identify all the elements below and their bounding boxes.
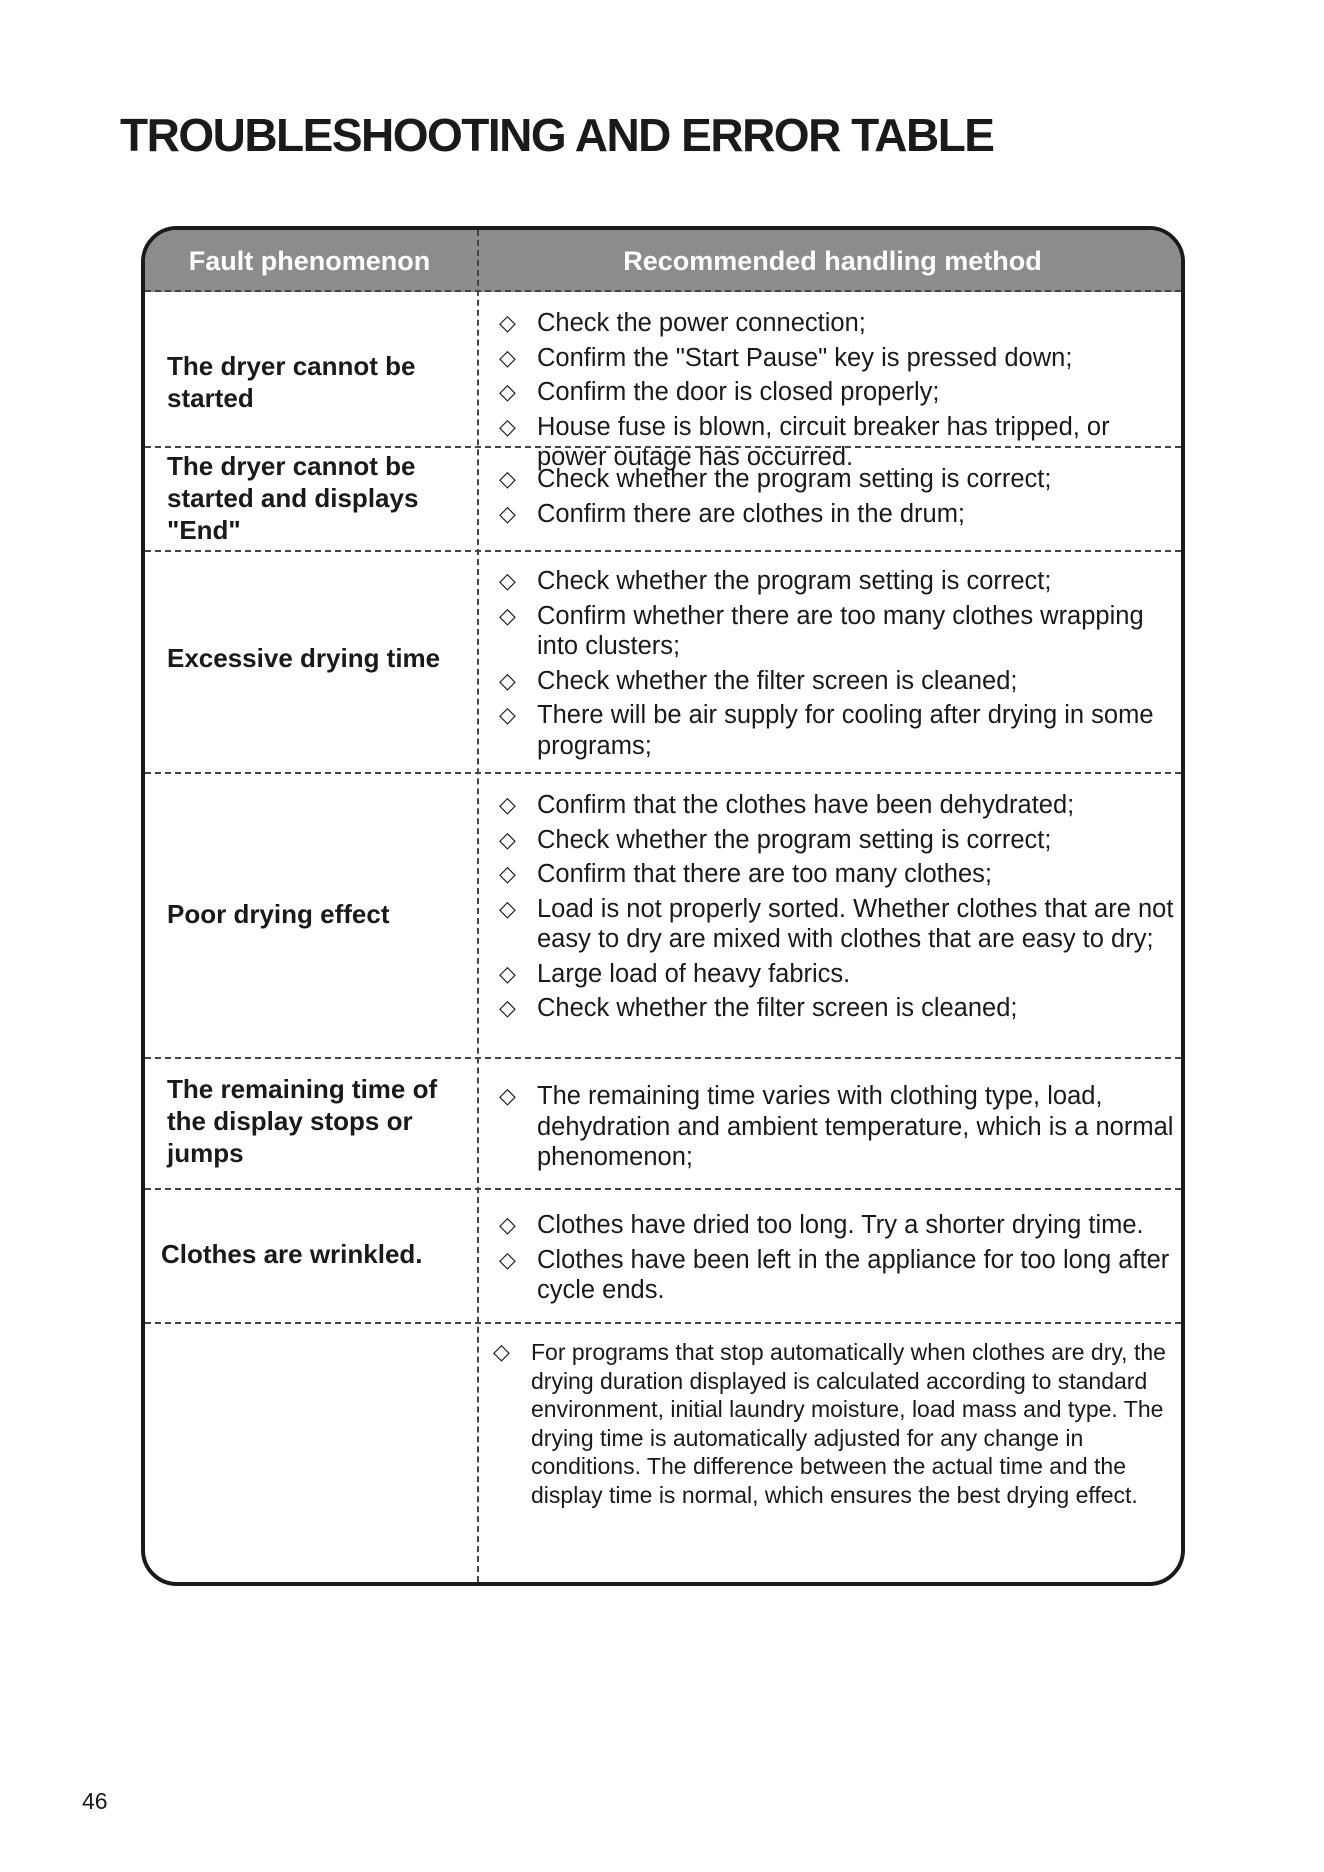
table-row: [145, 292, 1181, 471]
list-item: ◇ For programs that stop automatically when clothes are dry, the drying duration displayed is calculated according to standard environment, initial laundry moisture, load mass and type. The drying time is automatically adjusted for any change in conditions. The difference between the actual time and the display time is normal, which ensures the best drying effect.: [493, 1339, 1166, 1508]
table-row: [145, 448, 1181, 552]
method-list: [497, 1081, 1177, 1173]
list-item: ◇ Check whether the program setting is correct;: [499, 567, 1052, 595]
fault-label: Excessive drying time: [167, 643, 441, 673]
method-list: [497, 464, 1177, 529]
list-item: ◇ Confirm the door is closed properly;: [499, 378, 940, 406]
method-list: [497, 790, 1177, 1024]
method-list: [497, 1210, 1177, 1306]
list-item: ◇ Confirm there are clothes in the drum;: [499, 499, 966, 528]
diamond-bullet-icon: ◇: [499, 500, 516, 526]
list-item: ◇ There will be air supply for cooling after drying in some programs;: [499, 701, 1154, 760]
diamond-bullet-icon: ◇: [499, 310, 516, 335]
page-title: TROUBLESHOOTING AND ERROR TABLE: [120, 109, 994, 161]
fault-label: The dryer cannot be started: [167, 351, 416, 413]
list-item: ◇ Confirm that there are too many clothes;: [499, 860, 992, 888]
page-number: 46: [82, 1788, 108, 1814]
method-list: [491, 1338, 1171, 1509]
diamond-bullet-icon: ◇: [499, 1083, 516, 1108]
diamond-bullet-icon: ◇: [499, 960, 516, 986]
diamond-bullet-icon: ◇: [499, 995, 516, 1020]
diamond-bullet-icon: ◇: [499, 861, 516, 886]
list-item: ◇ Large load of heavy fabrics.: [499, 959, 851, 988]
troubleshooting-table: [141, 226, 1185, 1586]
fault-label: Poor drying effect: [167, 899, 390, 929]
fault-label: The dryer cannot be started and displays "End": [167, 451, 419, 545]
method-list: [497, 566, 1177, 761]
diamond-bullet-icon: ◇: [499, 1246, 516, 1272]
list-item: ◇ Load is not properly sorted. Whether clothes that are not easy to dry are mixed with clothes that are easy to dry;: [499, 894, 1174, 953]
diamond-bullet-icon: ◇: [499, 702, 516, 727]
diamond-bullet-icon: ◇: [499, 895, 516, 921]
diamond-bullet-icon: ◇: [499, 792, 516, 817]
diamond-bullet-icon: ◇: [499, 667, 516, 693]
list-item: ◇ Clothes have dried too long. Try a shorter drying time.: [499, 1211, 1144, 1239]
list-item: ◇ Check whether the program setting is correct;: [499, 465, 1052, 493]
diamond-bullet-icon: ◇: [499, 602, 516, 628]
table-row: [145, 1324, 1181, 1586]
diamond-bullet-icon: ◇: [499, 344, 516, 370]
list-item: ◇ The remaining time varies with clothing type, load, dehydration and ambient temperature, which is a normal phenomenon;: [499, 1082, 1174, 1171]
list-item: ◇ Check whether the filter screen is cleaned;: [499, 994, 1018, 1022]
diamond-bullet-icon: ◇: [499, 1212, 516, 1237]
diamond-bullet-icon: ◇: [493, 1339, 510, 1364]
table-row: [145, 1059, 1181, 1190]
diamond-bullet-icon: ◇: [499, 466, 516, 491]
diamond-bullet-icon: ◇: [499, 568, 516, 593]
table-row: [145, 552, 1181, 774]
list-item: ◇ Confirm whether there are too many clothes wrapping into clusters;: [499, 601, 1144, 660]
fault-label: The remaining time of the display stops or jumps: [167, 1074, 438, 1168]
table-header: [145, 230, 1181, 292]
list-item: ◇ Check whether the program setting is correct;: [499, 825, 1052, 854]
table-row: [145, 774, 1181, 1059]
list-item: ◇ Clothes have been left in the appliance for too long after cycle ends.: [499, 1245, 1170, 1304]
list-item: ◇ House fuse is blown, circuit breaker has tripped, or power outage has occurred.: [499, 412, 1110, 471]
list-item: ◇ Confirm the "Start Pause" key is pressed down;: [499, 343, 1073, 372]
column-divider: [477, 230, 479, 1582]
header-recommended-method: Recommended handling method: [623, 246, 1042, 276]
fault-label: Clothes are wrinkled.: [161, 1239, 423, 1269]
diamond-bullet-icon: ◇: [499, 379, 516, 404]
diamond-bullet-icon: ◇: [499, 826, 516, 852]
list-item: ◇ Check the power connection;: [499, 309, 866, 337]
list-item: ◇ Check whether the filter screen is cleaned;: [499, 666, 1018, 695]
header-fault-phenomenon: Fault phenomenon: [188, 246, 431, 276]
table-row: [145, 1190, 1181, 1324]
diamond-bullet-icon: ◇: [499, 413, 516, 439]
list-item: ◇ Confirm that the clothes have been dehydrated;: [499, 791, 1075, 819]
